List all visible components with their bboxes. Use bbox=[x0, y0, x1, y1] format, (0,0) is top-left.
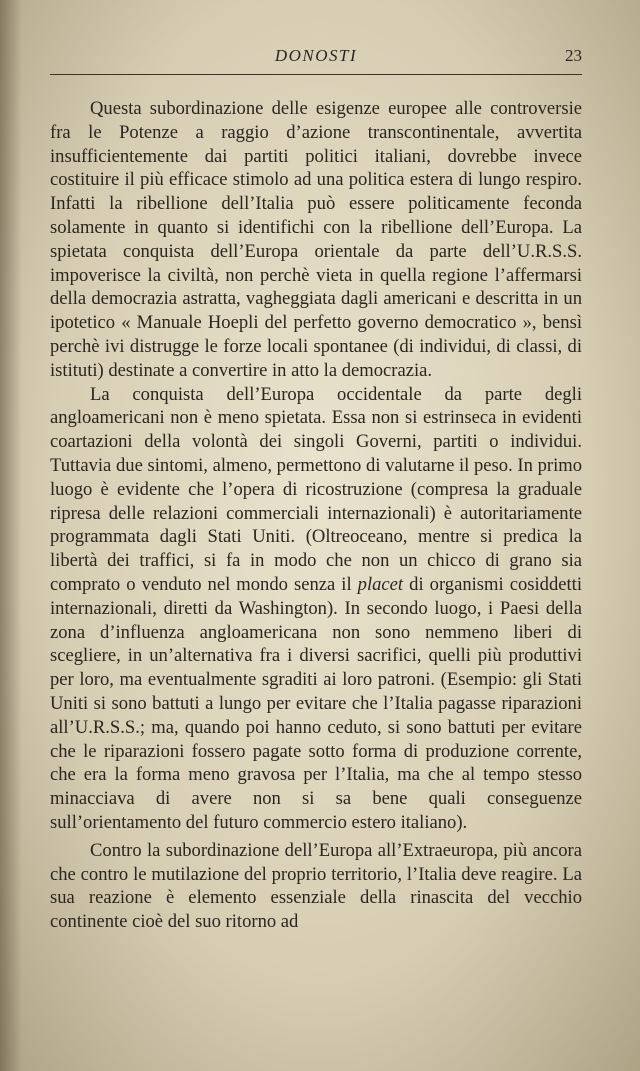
page-number: 23 bbox=[565, 46, 582, 65]
paragraph-2 bbox=[50, 383, 582, 835]
paragraph-1: Questa subordinazione delle esigenze europee alle controversie fra le Potenze a raggio d’azione transcontinentale, avvertita insufficientemente dai partiti politici italiani, dovrebbe invece costituire il più efficace stimolo ad una politica estera di lungo respiro. Infatti la ribellione dell’Italia può essere politicamente feconda solamente in quanto si identifichi con la ribellione dell’Europa. La spietata conquista dell’Europa orientale da parte dell’U.R.S.S. impoverisce la civiltà, non perchè vieta in quella regione l’affermarsi della democrazia astratta, vagheggiata dagli americani e descritta in un ipotetico « Manuale Hoepli del perfetto governo democratico », bensì perchè ivi distrugge le forze locali spontanee (di individui, di classi, di istituti) destinate a convertire in atto la democrazia. bbox=[50, 98, 582, 381]
page-header bbox=[50, 44, 582, 74]
body-text bbox=[50, 97, 582, 934]
binding-shadow bbox=[0, 0, 22, 1071]
paragraph-3: Contro la subordinazione dell’Europa all’Extraeuropa, più ancora che contro le mutilazione del proprio territorio, l’Italia deve reagire. La sua reazione è elemento essenziale della rinascita del vecchio continente cioè del suo ritorno ad bbox=[50, 839, 582, 933]
paragraph-2-emphasis: placet bbox=[357, 573, 404, 595]
paragraph-2-part-1: La conquista dell’Europa occidentale da parte degli angloamericani non è meno spietata. Essa non si estrinseca in evidenti coartazioni della volontà dei singoli Governi, partiti o individui. Tuttavia due sintomi, almeno, permettono di valutarne il peso. In primo luogo è evidente che l’opera di ricostruzione (compresa la graduale ripresa delle relazioni commerciali internazionali) è autoritariamente programmata dagli Stati Uniti. (Oltreoceano, mentre si predica la libertà dei traffici, si fa in modo che non un chicco di grano sia comprato o venduto nel mondo senza il bbox=[50, 383, 582, 595]
paragraph-2-part-2: di organismi cosiddetti internazionali, diretti da Washington). In secondo luogo, i Paesi della zona d’influenza angloamericana non sono nemmeno liberi di scegliere, in un’alternativa fra i diversi sacrifici, quelli più produttivi per loro, ma eventualmente sgraditi ai loro patroni. (Esempio: gli Stati Uniti si sono battuti a lungo per evitare che l’Italia pagasse riparazioni all’U.R.S.S.; ma, quando poi hanno ceduto, si sono battuti per evitare che le riparazioni fossero pagate sotto forma di produzione corrente, che era la forma meno gravosa per l’Italia, ma che al tempo stesso minacciava di avere non si sa bene quali conseguenze sull’orientamento del futuro commercio estero italiano). bbox=[50, 573, 583, 833]
header-rule bbox=[50, 74, 582, 75]
running-title: DONOSTI bbox=[274, 46, 358, 65]
